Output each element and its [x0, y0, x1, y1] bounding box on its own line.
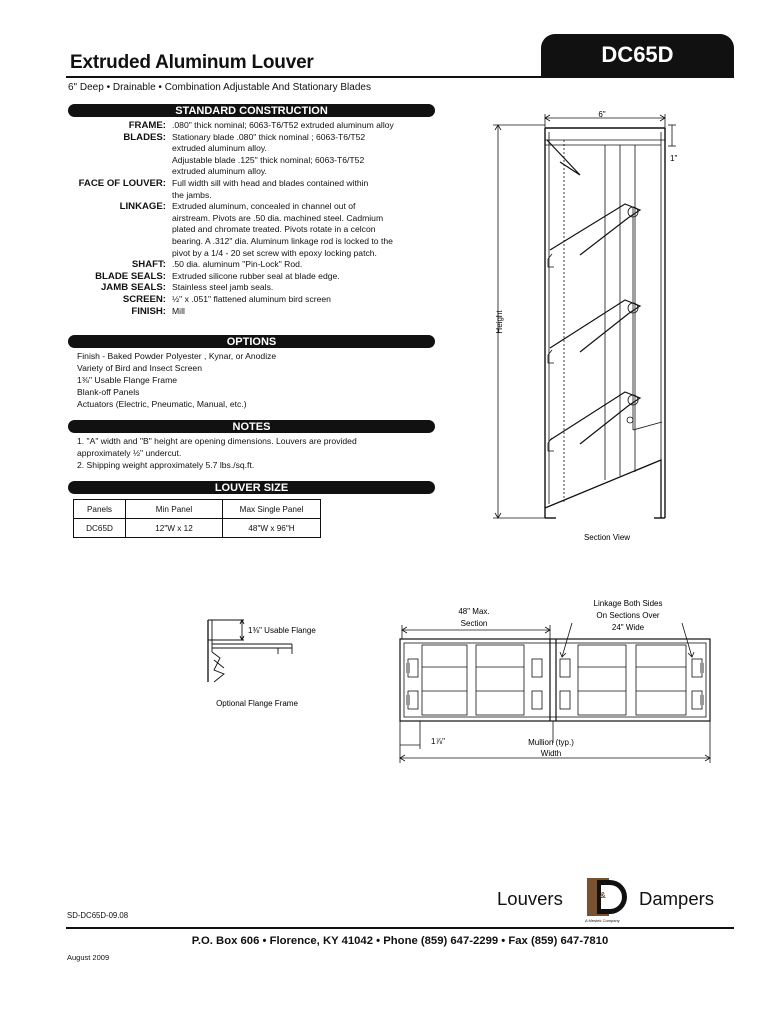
document-code: SD-DC65D-09.08: [67, 911, 129, 920]
spec-row-blades: [68, 132, 448, 178]
standard-construction-list: [68, 120, 448, 317]
table-row: [74, 519, 321, 538]
spec-label: FACE OF LOUVER:: [78, 177, 166, 189]
option-item: 1⅜" Usable Flange Frame: [77, 375, 178, 385]
spec-row-screen: [68, 294, 448, 306]
spec-label: FRAME:: [128, 120, 166, 131]
linkage-note-line3: 24" Wide: [611, 623, 645, 632]
linkage-note-line2: On Sections Over: [596, 611, 660, 620]
spec-value: Stationary blade .080" thick nominal ; 6063-T6/T52: [172, 131, 366, 142]
flange-frame-caption: Optional Flange Frame: [216, 699, 298, 708]
section-width-label: 6": [598, 110, 606, 119]
notes-heading: NOTES: [68, 420, 435, 433]
model-badge: DC65D: [541, 34, 734, 76]
max-section-label-line2: Section: [460, 619, 488, 628]
spec-label: SHAFT:: [131, 259, 166, 271]
left-dim-label: 1⅞": [431, 737, 445, 746]
options-heading: OPTIONS: [68, 335, 435, 348]
spec-label: BLADE SEALS:: [95, 270, 166, 282]
elevation-drawing: [380, 595, 735, 765]
document-date: August 2009: [67, 953, 110, 962]
spec-row-shaft: [68, 259, 448, 271]
table-cell: 12"W x 12: [126, 519, 223, 538]
company-logo: [497, 878, 737, 926]
section-height-label: Height: [495, 310, 504, 334]
spec-row-blade-seals: [68, 271, 448, 283]
spec-value: extruded aluminum alloy.: [172, 143, 267, 154]
spec-value: .080" thick nominal; 6063-T6/T52 extruded aluminum alloy: [172, 120, 394, 130]
spec-value: Adjustable blade .125" thick nominal; 6063-T6/T52: [172, 154, 365, 165]
logo-tagline: A Mestek Company: [585, 918, 620, 923]
spec-label: FINISH:: [131, 305, 166, 317]
option-item: Blank-off Panels: [77, 387, 140, 397]
spec-value: pivot by a 1/4 - 20 set screw with epoxy locking patch.: [172, 247, 377, 258]
spec-value: Stainless steel jamb seals.: [172, 282, 274, 293]
spec-value: Extruded aluminum, concealed in channel out of: [172, 201, 356, 212]
spec-label: JAMB SEALS:: [100, 282, 166, 294]
table-header-cell: Max Single Panel: [223, 500, 321, 519]
max-section-label-line1: 48" Max.: [458, 607, 490, 616]
spec-value: airstream. Pivots are .50 dia. machined steel. Cadmium: [172, 212, 384, 223]
spec-value: the jambs.: [172, 189, 212, 200]
louver-size-table: [73, 499, 321, 538]
note-line: 2. Shipping weight approximately 5.7 lbs./sq.ft.: [77, 460, 255, 470]
page-title: Extruded Aluminum Louver: [70, 52, 314, 73]
table-header-cell: Min Panel: [126, 500, 223, 519]
spec-value: ½" x .051" flattened aluminum bird screen: [172, 293, 331, 304]
table-cell: DC65D: [74, 519, 126, 538]
spec-value: plated and chromate treated. Pivots rotate in a celcon: [172, 224, 376, 235]
section-side-label: 1": [670, 154, 678, 163]
section-view-caption: Section View: [583, 533, 631, 542]
option-item: Finish - Baked Powder Polyester , Kynar, or Anodize: [77, 351, 277, 361]
note-line: 1. "A" width and "B" height are opening dimensions. Louvers are provided: [77, 436, 357, 446]
spec-row-face-of-louver: [68, 178, 448, 201]
spec-label: LINKAGE:: [119, 201, 166, 213]
options-list: [77, 350, 276, 410]
footer-divider: [66, 927, 734, 929]
width-label: Width: [540, 749, 562, 758]
spec-row-linkage: [68, 201, 448, 259]
page-subtitle: 6" Deep • Drainable • Combination Adjustable And Stationary Blades: [68, 82, 371, 93]
linkage-note-line1: Linkage Both Sides: [593, 599, 663, 608]
spec-row-finish: [68, 306, 448, 318]
spec-value: Extruded silicone rubber seal at blade edge.: [172, 270, 340, 281]
company-address: P.O. Box 606 • Florence, KY 41042 • Phone (859) 647-2299 • Fax (859) 647-7810: [191, 935, 609, 947]
spec-row-frame: [68, 120, 448, 132]
spec-label: BLADES:: [123, 131, 166, 143]
note-line: approximately ½" undercut.: [77, 448, 182, 458]
flange-dim-label: 1⅜" Usable Flange: [248, 626, 316, 635]
option-item: Variety of Bird and Insect Screen: [77, 363, 202, 373]
brand-word-louvers: Louvers: [497, 888, 563, 909]
brand-word-dampers: Dampers: [639, 888, 715, 909]
spec-row-jamb-seals: [68, 282, 448, 294]
spec-label: SCREEN:: [122, 293, 166, 305]
logo-ampersand: &: [600, 891, 606, 900]
standard-construction-heading: STANDARD CONSTRUCTION: [68, 104, 435, 117]
section-view-drawing: [490, 100, 690, 550]
spec-value: Full width sill with head and blades contained within: [172, 177, 369, 188]
louver-size-heading: LOUVER SIZE: [68, 481, 435, 494]
spec-value: .50 dia. aluminum "Pin-Lock" Rod.: [172, 259, 303, 270]
notes-list: [77, 435, 357, 471]
mullion-label: Mullion (typ.): [528, 738, 574, 747]
spec-value: extruded aluminum alloy.: [172, 166, 267, 177]
table-header-cell: Panels: [74, 500, 126, 519]
spec-value: Mill: [172, 305, 185, 316]
option-item: Actuators (Electric, Pneumatic, Manual, etc.): [77, 399, 247, 409]
spec-value: bearing. A .312" dia. Aluminum linkage rod is locked to the: [172, 235, 393, 246]
table-cell: 48"W x 96"H: [223, 519, 321, 538]
title-divider: [66, 76, 734, 78]
flange-frame-drawing: [200, 610, 360, 715]
table-header-row: [74, 500, 321, 519]
